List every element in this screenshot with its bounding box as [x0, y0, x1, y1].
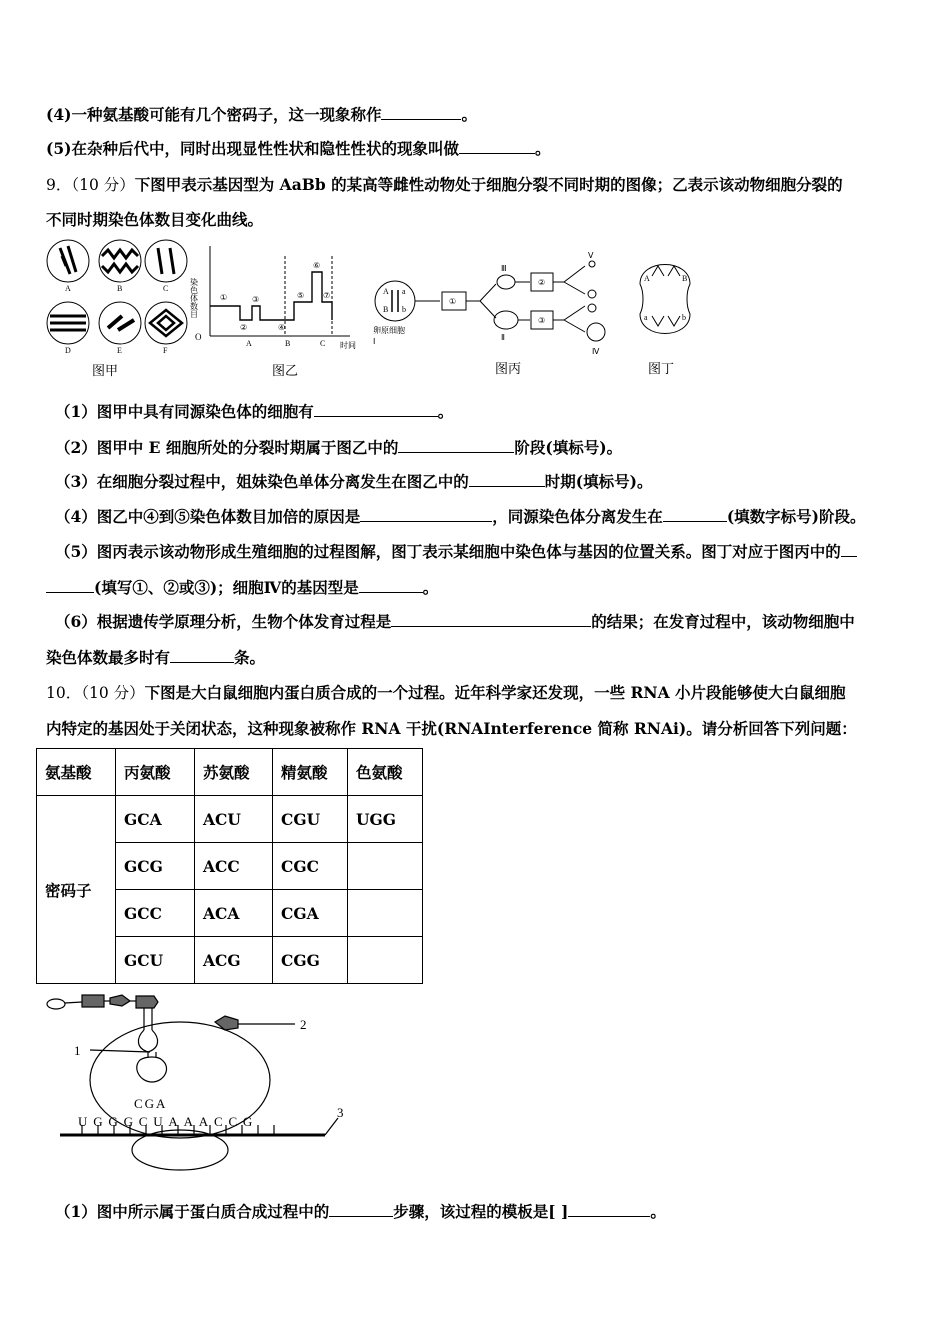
ding-labels: [644, 274, 687, 322]
row-label: 密码子: [37, 796, 116, 984]
cell-c: [145, 240, 187, 282]
step-2: ②: [538, 278, 546, 287]
gene-label: B: [682, 274, 688, 283]
cell-label-e: E: [117, 346, 122, 355]
answer-blank[interactable]: [381, 105, 461, 120]
roman-ii: Ⅱ: [501, 333, 505, 342]
chromosome-icon: [60, 246, 76, 274]
oogonium-cell: [375, 281, 415, 321]
gene-label: A: [383, 287, 389, 296]
origin-label: O: [195, 332, 202, 342]
q9-sub4: （4）图乙中④到⑤染色体数目加倍的原因是 ，同源染色体分离发生在 (填数字标号)阶段。: [55, 507, 866, 526]
stage-5: ⑤: [297, 291, 305, 300]
table-header: 氨基酸: [37, 749, 116, 796]
polar-body: [588, 290, 596, 298]
roman-iv: Ⅳ: [592, 347, 600, 356]
step-3: ③: [538, 316, 546, 325]
y-axis-label: 染色体数目: [189, 278, 199, 318]
gene-label: b: [402, 305, 406, 314]
codon-table: [36, 748, 423, 984]
mrna-sequence: UGGGCUAAACCG: [78, 1114, 259, 1129]
trna-loop: [138, 1030, 157, 1052]
table-cell: CGG: [273, 937, 348, 984]
stage-1: ①: [220, 293, 228, 302]
q9-sub2: （2）图甲中 E 细胞所处的分裂时期属于图乙中的 阶段(填标号)。: [55, 438, 623, 457]
answer-blank[interactable]: [391, 612, 591, 627]
chromosome-icon: [50, 316, 86, 330]
label-2: 2: [300, 1017, 307, 1032]
gene-label: b: [682, 313, 686, 322]
cell-label-d: D: [65, 346, 71, 355]
table-cell: GCU: [116, 937, 195, 984]
cell-e: [99, 302, 141, 344]
q9-sub5: （5）图丙表示该动物形成生殖细胞的过程图解，图丁表示某细胞中染色体与基因的位置关系。图丁对应于图丙中的: [55, 540, 857, 562]
roman-iii: Ⅲ: [501, 264, 507, 273]
q9-figures: [40, 236, 700, 381]
answer-blank[interactable]: [329, 1202, 393, 1217]
table-header: 丙氨酸: [116, 749, 195, 796]
table-cell: CGA: [273, 890, 348, 937]
bing-labels: [373, 251, 600, 356]
answer-blank[interactable]: [170, 648, 234, 663]
leader-line-1: [90, 1050, 150, 1052]
table-cell: CGC: [273, 843, 348, 890]
table-cell: UGG: [348, 796, 423, 843]
cell-iii: [497, 275, 515, 289]
table-cell: ACC: [195, 843, 273, 890]
stage-4: ④: [278, 323, 286, 332]
q10-stem: 10．（10 分）下图是大白鼠细胞内蛋白质合成的一个过程。近年科学家还发现，一些 RNA 小片段能够使大白鼠细胞: [46, 683, 846, 702]
table-cell: CGU: [273, 796, 348, 843]
answer-blank[interactable]: [314, 402, 438, 417]
table-cell: [348, 843, 423, 890]
roman-i: Ⅰ: [373, 337, 376, 346]
q9-stem-cont: 不同时期染色体数目变化曲线。: [46, 210, 264, 229]
cell-b: [99, 240, 141, 282]
amino-acid-icon: [110, 995, 130, 1006]
egg-cell: [587, 323, 605, 341]
stage-6: ⑥: [313, 261, 321, 270]
q9-sub3: （3）在细胞分裂过程中，姐妹染色单体分离发生在图乙中的 时期(填标号)。: [55, 472, 653, 491]
peptide-bond: [65, 1002, 82, 1003]
answer-blank[interactable]: [469, 472, 545, 487]
chromosome-icon: [652, 266, 680, 326]
caption-bing: 图丙: [495, 361, 522, 376]
polar-body: [589, 261, 595, 267]
arrow-icon: [515, 282, 530, 320]
x-axis-label: 时间: [340, 341, 356, 350]
figure-yi: [190, 246, 357, 350]
cell-label-a: A: [65, 284, 71, 293]
oogonium-label: 卵原细胞: [373, 326, 405, 335]
q9-sub6: （6）根据遗传学原理分析，生物个体发育过程是 的结果；在发育过程中，该动物细胞中: [55, 612, 855, 631]
caption-ding: 图丁: [648, 361, 675, 376]
gene-label: a: [402, 287, 406, 296]
gene-label: B: [383, 305, 389, 314]
answer-blank[interactable]: [841, 542, 857, 557]
answer-blank[interactable]: [46, 578, 94, 593]
step-1: ①: [449, 297, 457, 306]
stage-letter-b: B: [285, 339, 291, 348]
q8-item4: (4)一种氨基酸可能有几个密码子，这一现象称作 。: [46, 105, 477, 124]
chromosome-icon: [150, 310, 182, 336]
table-cell: [348, 937, 423, 984]
q9-sub1: （1）图甲中具有同源染色体的细胞有 。: [55, 402, 454, 421]
table-cell: GCA: [116, 796, 195, 843]
table-row: [37, 796, 423, 843]
cell-ii: [494, 311, 518, 329]
stage-2: ②: [240, 323, 248, 332]
answer-blank[interactable]: [568, 1202, 650, 1217]
cell-label-c: C: [163, 284, 169, 293]
chromosome-icon: [108, 316, 134, 330]
q9-stem: 9．（10 分）下图甲表示基因型为 AaBb 的某高等雌性动物处于细胞分裂不同时期的图像；乙表示该动物细胞分裂的: [46, 175, 843, 194]
answer-blank[interactable]: [663, 507, 727, 522]
answer-blank[interactable]: [398, 438, 514, 453]
polar-body: [588, 304, 596, 312]
table-header-row: [37, 749, 423, 796]
stage-3: ③: [252, 295, 260, 304]
cell-label-b: B: [117, 284, 123, 293]
stage-7: ⑦: [323, 291, 331, 300]
caption-jia: 图甲: [92, 363, 119, 378]
stage-letter-a: A: [246, 339, 252, 348]
anticodon-text: CGA: [134, 1096, 168, 1111]
answer-blank[interactable]: [360, 507, 492, 522]
trna-anticodon-loop: [137, 1057, 167, 1082]
cell-label-f: F: [163, 346, 168, 355]
chromosome-icon: [158, 248, 174, 274]
branch-lines: [553, 266, 585, 332]
answer-blank[interactable]: [459, 139, 535, 154]
label-1: 1: [74, 1043, 81, 1058]
branch-lines: [466, 284, 496, 318]
label-3: 3: [337, 1105, 344, 1120]
figure-bing: [375, 261, 605, 341]
chromosome-icon: [102, 250, 138, 272]
q10-stem-cont: 内特定的基因处于关闭状态，这种现象被称作 RNA 干扰(RNAInterference 简称 RNAi)。请分析回答下列问题：: [46, 719, 857, 738]
table-header: 苏氨酸: [195, 749, 273, 796]
q9-sub5-cont: (填写①、②或③)；细胞Ⅳ的基因型是 。: [46, 576, 438, 598]
q9-sub6-cont: 染色体数最多时有 条。: [46, 648, 266, 667]
stage-letter-c: C: [320, 339, 326, 348]
table-cell: ACA: [195, 890, 273, 937]
table-cell: [348, 890, 423, 937]
caption-yi: 图乙: [272, 363, 299, 378]
q8-item5: (5)在杂种后代中，同时出现显性性状和隐性性状的现象叫做 。: [46, 139, 551, 158]
table-cell: GCG: [116, 843, 195, 890]
amino-acid-icon: [82, 995, 104, 1007]
leader-line-3: [325, 1118, 338, 1135]
chromosome-icon: [392, 290, 398, 312]
table-header: 色氨酸: [348, 749, 423, 796]
answer-blank[interactable]: [359, 578, 423, 593]
amino-acid-icon: [136, 996, 158, 1008]
amino-acid-icon: [47, 999, 65, 1009]
table-cell: ACU: [195, 796, 273, 843]
chromosome-curve: [210, 272, 332, 320]
gene-label: A: [644, 274, 650, 283]
translation-diagram: [40, 990, 370, 1175]
table-cell: ACG: [195, 937, 273, 984]
table-header: 精氨酸: [273, 749, 348, 796]
table-cell: GCC: [116, 890, 195, 937]
q10-sub1: （1）图中所示属于蛋白质合成过程中的 步骤，该过程的模板是[ ] 。: [55, 1202, 666, 1221]
gene-label: a: [644, 313, 648, 322]
roman-v: Ⅴ: [588, 251, 594, 260]
